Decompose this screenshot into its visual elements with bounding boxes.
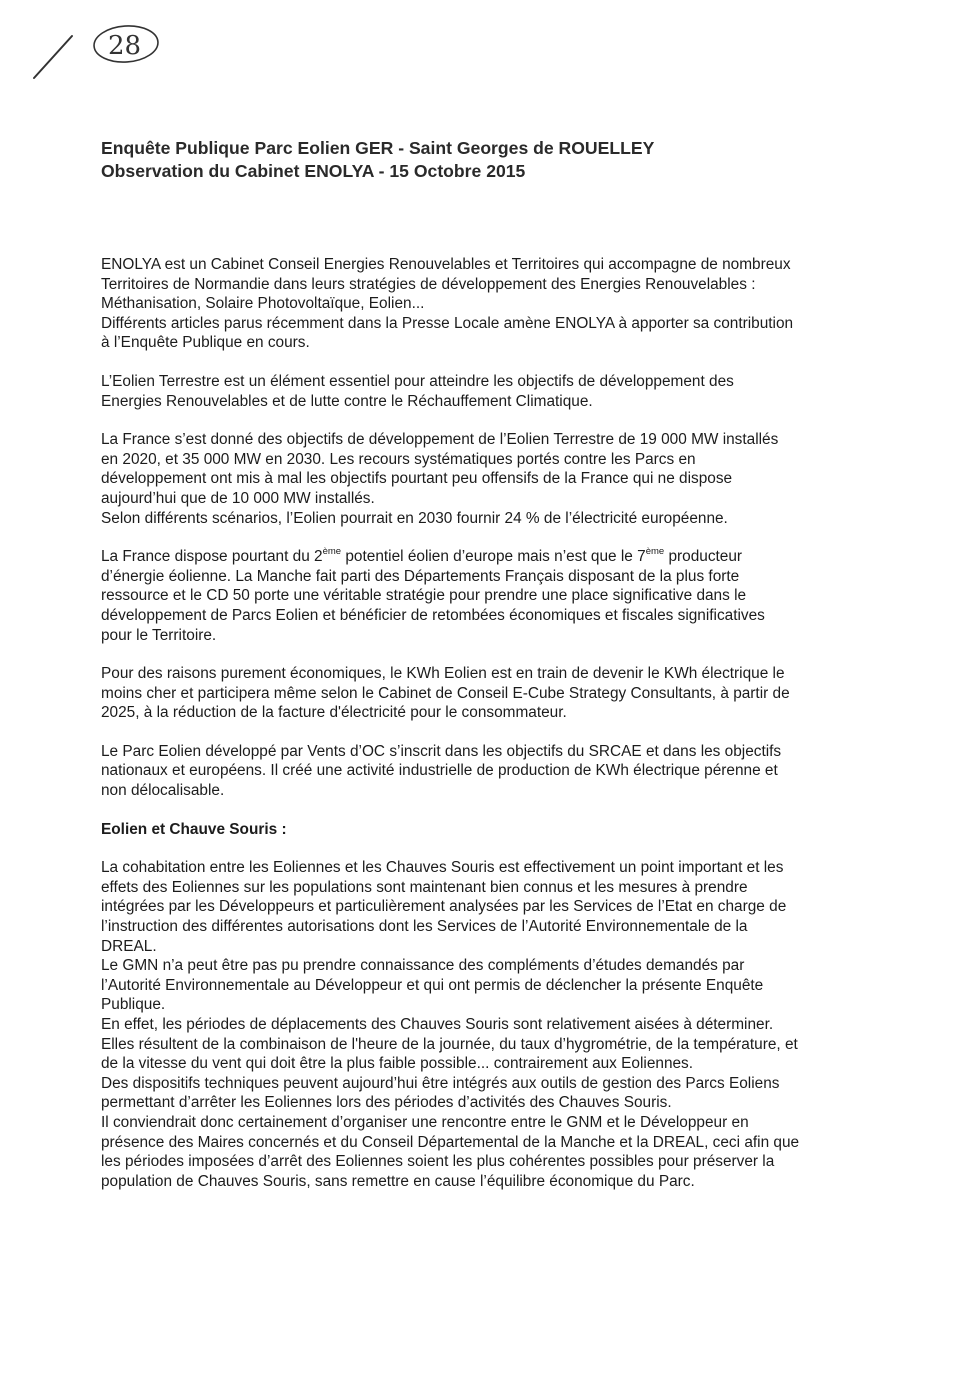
text-line: Méthanisation, Solaire Photovoltaïque, Eolien...	[101, 295, 425, 313]
text-line: 2025, à la réduction de la facture d'électricité pour le consommateur.	[101, 704, 567, 722]
handwritten-number-text: 28	[108, 31, 142, 61]
text-line: développement de Parcs Eolien et bénéficier de retombées économiques et fiscales significatives	[101, 606, 765, 624]
text-line: en 2020, et 35 000 MW en 2030. Les recours systématiques portés contre les Parcs en	[101, 450, 696, 468]
text-line: Selon différents scénarios, l’Eolien pourrait en 2030 fournir 24 % de l’électricité européenne.	[101, 509, 728, 527]
text-line: d’énergie éolienne. La Manche fait parti des Départements Français disposant de la plus forte	[101, 567, 740, 585]
text-line: Energies Renouvelables et de lutte contre le Réchauffement Climatique.	[101, 392, 593, 410]
paragraph-economie	[101, 664, 876, 723]
title-line-2: Observation du Cabinet ENOLYA - 15 Octobre 2015	[101, 161, 526, 181]
paragraph-eolien-terrestre	[101, 372, 876, 411]
text-line: La France s’est donné des objectifs de développement de l’Eolien Terrestre de 19 000 MW installés	[101, 431, 779, 449]
text-line: Il conviendrait donc certainement d’organiser une rencontre entre le GNM et le Développeur en	[101, 1113, 749, 1131]
document-body	[101, 255, 876, 1191]
text-line: pour le Territoire.	[101, 626, 217, 644]
text-line: développement ont mis à mal les objectifs pourtant peu offensifs de la France qui ne dispose	[101, 470, 733, 488]
text-line: Publique.	[101, 996, 166, 1014]
text-line: DREAL.	[101, 937, 157, 955]
text-line: l’instruction des différentes autorisations dont les Services de l’Autorité Environnementale de la	[101, 918, 748, 936]
text-line: population de Chauves Souris, sans remettre en cause l’équilibre économique du Parc.	[101, 1172, 695, 1190]
text-line: moins cher et participera même selon le Cabinet de Conseil E-Cube Strategy Consultants, à partir de	[101, 684, 790, 702]
superscript: ème	[645, 546, 665, 557]
text-line: les périodes imposées d’arrêt des Eoliennes soient les plus cohérentes possibles pour préserver la	[101, 1153, 775, 1171]
text-fragment: producteur	[664, 548, 743, 566]
text-line: Différents articles parus récemment dans la Presse Locale amène ENOLYA à apporter sa contribution	[101, 314, 794, 332]
handwritten-page-number	[28, 14, 168, 84]
title-line-1: Enquête Publique Parc Eolien GER - Saint Georges de ROUELLEY	[101, 138, 655, 158]
text-fragment: La France dispose pourtant du 2	[101, 548, 323, 566]
text-line: L’Eolien Terrestre est un élément essentiel pour atteindre les objectifs de développement des	[101, 372, 734, 390]
section-heading-text: Eolien et Chauve Souris :	[101, 820, 287, 838]
text-line: La cohabitation entre les Eoliennes et les Chauves Souris est effectivement un point important et les	[101, 859, 784, 877]
text-line: En effet, les périodes de déplacements des Chauves Souris sont relativement aisées à déterminer.	[101, 1016, 774, 1033]
text-line: Le GMN n’a peut être pas pu prendre connaissance des compléments d’études demandés par	[101, 957, 745, 975]
text-line: Territoires de Normandie dans leurs stratégies de développement des Energies Renouvelables :	[101, 275, 756, 293]
text-line: intégrées par les Développeurs et particulièrement analysées par les Services de l’Etat en charge de	[101, 898, 787, 916]
text-line: de la vitesse du vent qui doit être la plus faible possible... contrairement aux Eoliennes.	[101, 1055, 694, 1073]
text-line: aujourd’hui que de 10 000 MW installés.	[101, 489, 375, 507]
superscript: ème	[322, 546, 342, 557]
paragraph-objectifs	[101, 430, 876, 528]
text-line: ressource et le CD 50 porte une véritable stratégie pour prendre une place significative dans le	[101, 587, 747, 605]
text-line: nationaux et européens. Il créé une activité industrielle de production de KWh électrique pérenne et	[101, 762, 778, 780]
text-line: permettant d’arrêter les Eoliennes lors des périodes d’activités des Chauves Souris.	[101, 1094, 672, 1112]
text-line: non délocalisable.	[101, 782, 225, 800]
text-line: ENOLYA est un Cabinet Conseil Energies Renouvelables et Territoires qui accompagne de nombreux	[101, 256, 791, 273]
text-line: Pour des raisons purement économiques, le KWh Eolien est en train de devenir le KWh électrique le	[101, 665, 785, 683]
text-line: Elles résultent de la combinaison de l'heure de la journée, du taux d’hygrométrie, de la température, et	[101, 1035, 798, 1053]
paragraph-chauves-souris	[101, 858, 876, 1191]
section-heading	[101, 820, 876, 840]
paragraph-intro	[101, 255, 876, 353]
paragraph-potentiel	[101, 547, 876, 645]
text-fragment: potentiel éolien d’europe mais n’est que le 7	[341, 548, 646, 566]
paragraph-vents-doc	[101, 742, 876, 801]
text-line: l’Autorité Environnementale au Développeur et qui ont permis de déclencher la présente Enquête	[101, 976, 764, 994]
document-title	[101, 137, 654, 183]
text-line	[101, 547, 876, 567]
text-line: à l’Enquête Publique en cours.	[101, 334, 310, 352]
text-line: Le Parc Eolien développé par Vents d’OC s’inscrit dans les objectifs du SRCAE et dans les objectifs	[101, 742, 782, 760]
text-line: effets des Eoliennes sur les populations sont maintenant bien connus et les mesures à prendre	[101, 878, 748, 896]
text-line: Des dispositifs techniques peuvent aujourd’hui être intégrés aux outils de gestion des Parcs Eoliens	[101, 1074, 780, 1092]
text-line: présence des Maires concernés et du Conseil Départemental de la Manche et la DREAL, ceci afin que	[101, 1133, 800, 1151]
